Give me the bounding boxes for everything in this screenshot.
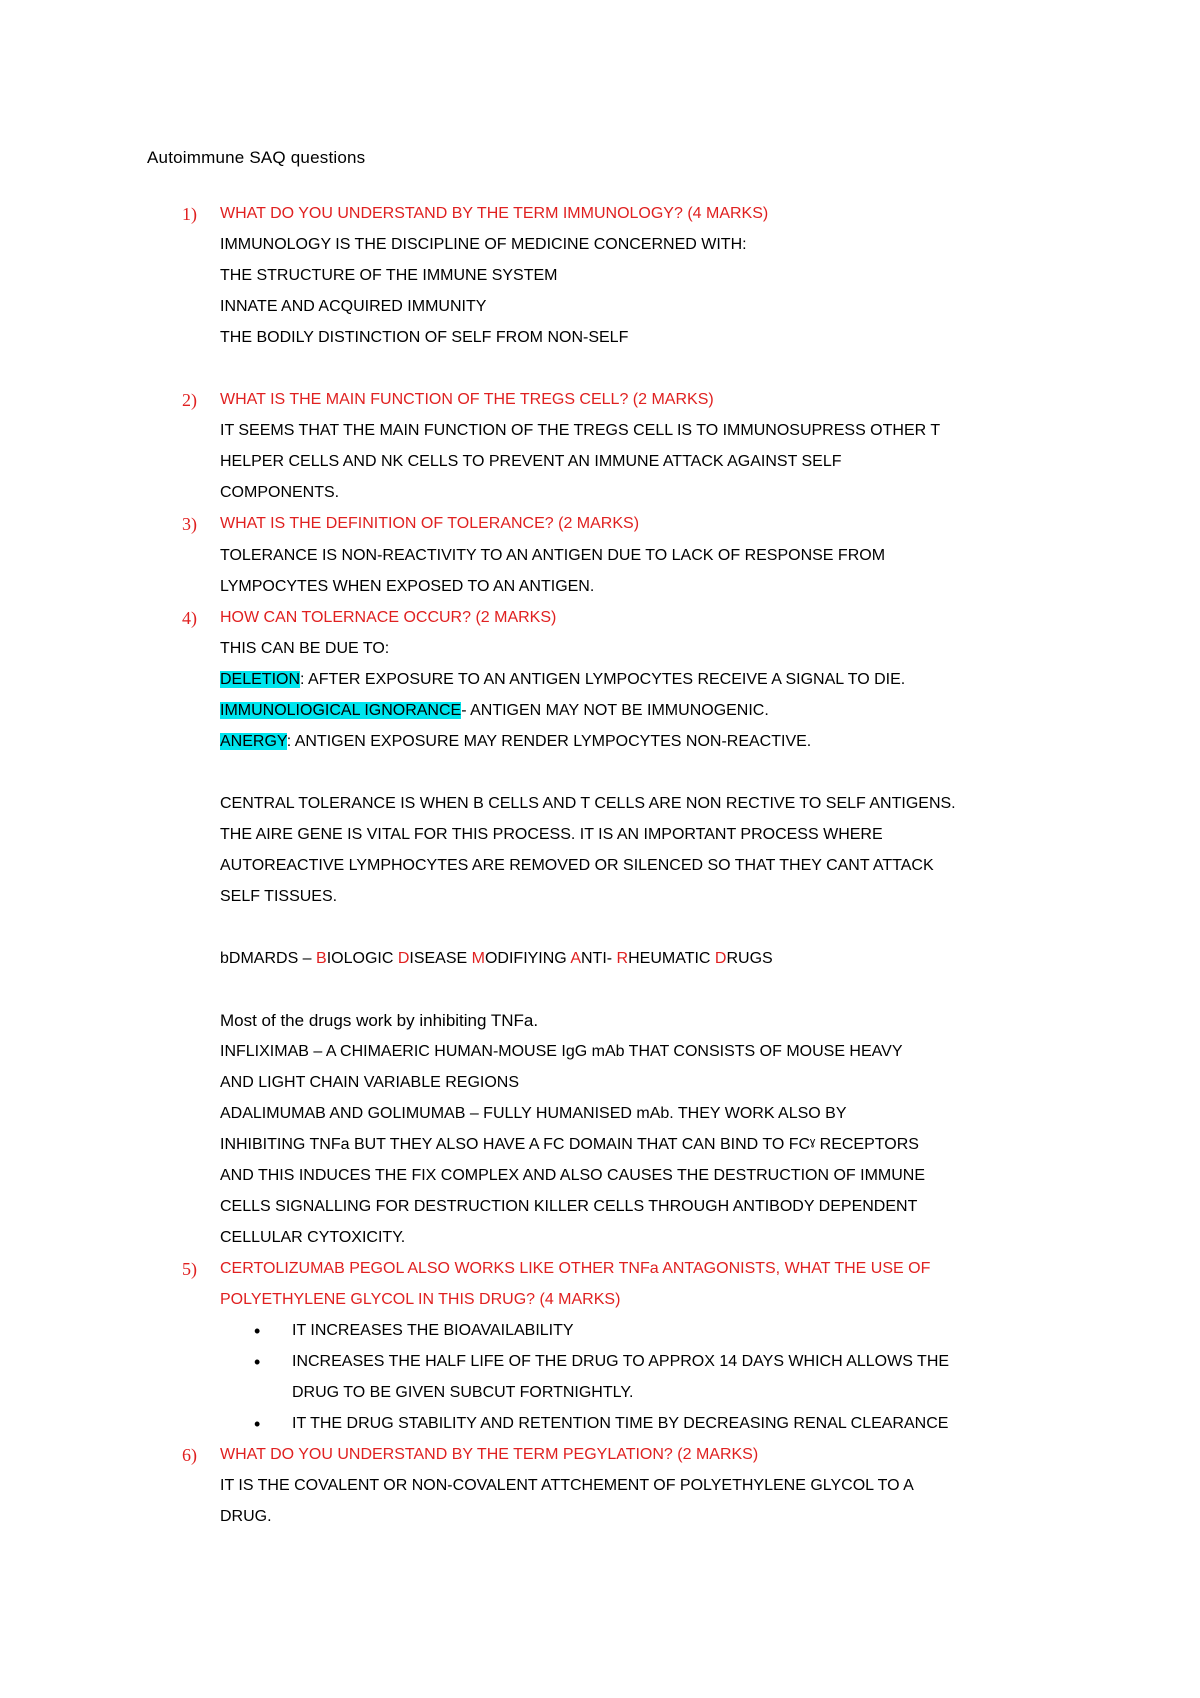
- drugs-line: AND LIGHT CHAIN VARIABLE REGIONS: [220, 1074, 520, 1091]
- acronym-letter: D: [714, 950, 727, 967]
- bullet-icon: •: [254, 1352, 261, 1372]
- question-1: WHAT DO YOU UNDERSTAND BY THE TERM IMMUNOLOGY? (4 MARKS): [220, 205, 769, 222]
- bullet-item-continued: DRUG TO BE GIVEN SUBCUT FORTNIGHTLY.: [292, 1384, 634, 1401]
- acronym-letter: R: [616, 950, 629, 967]
- drugs-line: ADALIMUMAB AND GOLIMUMAB – FULLY HUMANISED mAb. THEY WORK ALSO BY: [220, 1105, 847, 1122]
- acronym-word: IOLOGIC: [326, 950, 398, 967]
- question-number-3: 3): [182, 514, 197, 534]
- bullet-icon: •: [254, 1321, 261, 1341]
- answer-6-line: IT IS THE COVALENT OR NON-COVALENT ATTCHEMENT OF POLYETHYLENE GLYCOL TO A: [220, 1477, 914, 1494]
- anergy-term: ANERGY: [220, 733, 287, 750]
- central-tolerance-line: THE AIRE GENE IS VITAL FOR THIS PROCESS. IT IS AN IMPORTANT PROCESS WHERE: [220, 826, 883, 843]
- question-number-5: 5): [182, 1259, 197, 1279]
- question-number-1: 1): [182, 204, 197, 224]
- bdmards-line: [220, 949, 773, 969]
- document-title: Autoimmune SAQ questions: [147, 148, 366, 167]
- deletion-line: [220, 670, 905, 690]
- question-number-6: 6): [182, 1445, 197, 1465]
- central-tolerance-line: CENTRAL TOLERANCE IS WHEN B CELLS AND T CELLS ARE NON RECTIVE TO SELF ANTIGENS.: [220, 795, 956, 812]
- bullet-icon: •: [254, 1414, 261, 1434]
- answer-4-intro: THIS CAN BE DUE TO:: [220, 640, 390, 657]
- acronym-word: ISEASE: [409, 950, 472, 967]
- acronym-letter: M: [471, 950, 485, 967]
- question-5-line: CERTOLIZUMAB PEGOL ALSO WORKS LIKE OTHER TNFa ANTAGONISTS, WHAT THE USE OF: [220, 1260, 931, 1277]
- bullet-item: IT INCREASES THE BIOAVAILABILITY: [292, 1322, 574, 1339]
- drugs-line: Most of the drugs work by inhibiting TNFa.: [220, 1011, 539, 1030]
- deletion-term: DELETION: [220, 671, 301, 688]
- answer-6-line: DRUG.: [220, 1508, 272, 1525]
- answer-2-line: HELPER CELLS AND NK CELLS TO PREVENT AN IMMUNE ATTACK AGAINST SELF: [220, 453, 842, 470]
- question-6: WHAT DO YOU UNDERSTAND BY THE TERM PEGYLATION? (2 MARKS): [220, 1446, 759, 1463]
- bdmards-prefix: bDMARDS –: [220, 950, 317, 967]
- deletion-text: : AFTER EXPOSURE TO AN ANTIGEN LYMPOCYTES RECEIVE A SIGNAL TO DIE.: [300, 671, 906, 688]
- question-3: WHAT IS THE DEFINITION OF TOLERANCE? (2 MARKS): [220, 515, 640, 532]
- anergy-text: : ANTIGEN EXPOSURE MAY RENDER LYMPOCYTES NON-REACTIVE.: [286, 733, 812, 750]
- acronym-word: ODIFIYING: [484, 950, 571, 967]
- bullet-item: INCREASES THE HALF LIFE OF THE DRUG TO APPROX 14 DAYS WHICH ALLOWS THE: [292, 1353, 950, 1370]
- question-number-4: 4): [182, 608, 197, 628]
- answer-1-line: THE BODILY DISTINCTION OF SELF FROM NON-SELF: [220, 329, 629, 346]
- central-tolerance-line: SELF TISSUES.: [220, 888, 338, 905]
- acronym-letter: A: [570, 950, 581, 967]
- question-2: WHAT IS THE MAIN FUNCTION OF THE TREGS CELL? (2 MARKS): [220, 391, 714, 408]
- ignorance-line: [220, 701, 769, 721]
- drugs-line: CELLS SIGNALLING FOR DESTRUCTION KILLER CELLS THROUGH ANTIBODY DEPENDENT: [220, 1198, 918, 1215]
- question-number-2: 2): [182, 390, 197, 410]
- anergy-line: [220, 732, 811, 752]
- ignorance-term: IMMUNOLIOGICAL IGNORANCE: [220, 702, 462, 719]
- answer-3-line: TOLERANCE IS NON-REACTIVITY TO AN ANTIGEN DUE TO LACK OF RESPONSE FROM: [220, 547, 886, 564]
- drugs-line: CELLULAR CYTOXICITY.: [220, 1229, 406, 1246]
- bullet-item: IT THE DRUG STABILITY AND RETENTION TIME BY DECREASING RENAL CLEARANCE: [292, 1415, 949, 1432]
- ignorance-text: - ANTIGEN MAY NOT BE IMMUNOGENIC.: [461, 702, 769, 719]
- answer-1-line: THE STRUCTURE OF THE IMMUNE SYSTEM: [220, 267, 558, 284]
- answer-1-line: IMMUNOLOGY IS THE DISCIPLINE OF MEDICINE CONCERNED WITH:: [220, 236, 747, 253]
- acronym-word: RUGS: [726, 950, 773, 967]
- drugs-line: AND THIS INDUCES THE FIX COMPLEX AND ALSO CAUSES THE DESTRUCTION OF IMMUNE: [220, 1167, 925, 1184]
- answer-2-line: COMPONENTS.: [220, 484, 340, 501]
- acronym-word: HEUMATIC: [628, 950, 715, 967]
- drugs-line: INFLIXIMAB – A CHIMAERIC HUMAN-MOUSE IgG mAb THAT CONSISTS OF MOUSE HEAVY: [220, 1043, 903, 1060]
- central-tolerance-line: AUTOREACTIVE LYMPHOCYTES ARE REMOVED OR SILENCED SO THAT THEY CANT ATTACK: [220, 857, 934, 874]
- answer-1-line: INNATE AND ACQUIRED IMMUNITY: [220, 298, 487, 315]
- question-4: HOW CAN TOLERNACE OCCUR? (2 MARKS): [220, 609, 557, 626]
- acronym-letter: D: [397, 950, 410, 967]
- acronym-word: NTI-: [580, 950, 617, 967]
- drugs-line: INHIBITING TNFa BUT THEY ALSO HAVE A FC DOMAIN THAT CAN BIND TO FCˠ RECEPTORS: [220, 1136, 919, 1153]
- acronym-letter: B: [316, 950, 327, 967]
- question-5-line: POLYETHYLENE GLYCOL IN THIS DRUG? (4 MARKS): [220, 1291, 621, 1308]
- answer-2-line: IT SEEMS THAT THE MAIN FUNCTION OF THE TREGS CELL IS TO IMMUNOSUPRESS OTHER T: [220, 422, 941, 439]
- answer-3-line: LYMPOCYTES WHEN EXPOSED TO AN ANTIGEN.: [220, 578, 595, 595]
